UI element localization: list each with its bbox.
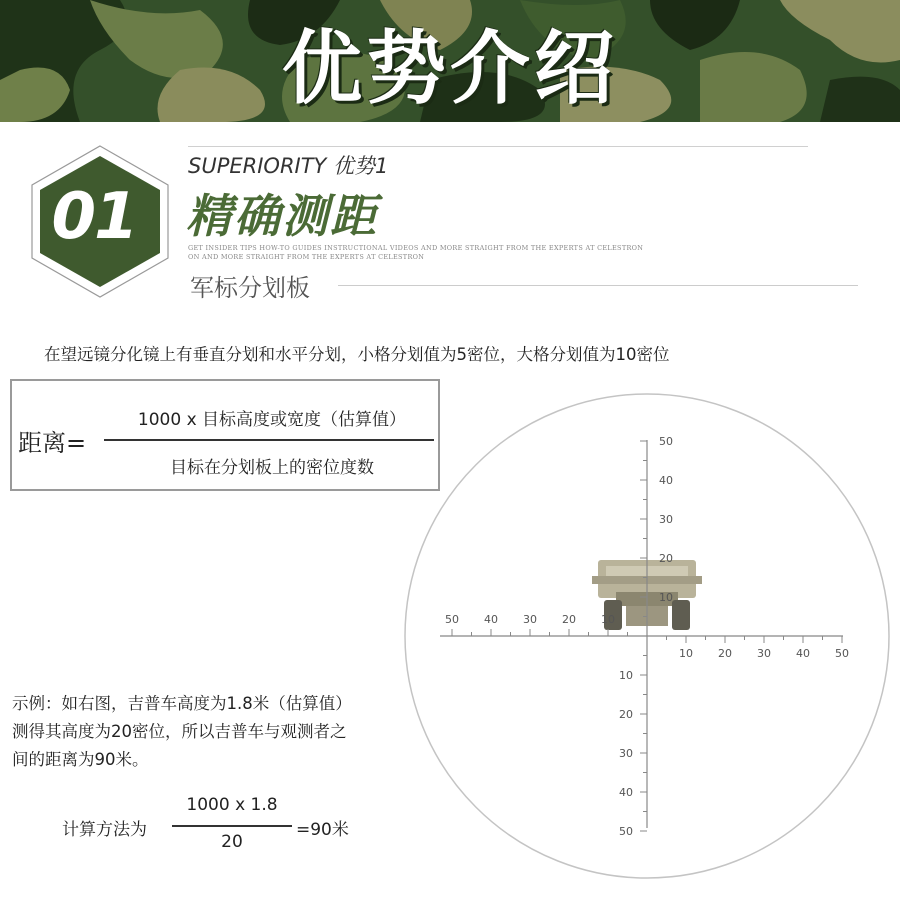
- banner-title: 优势介绍: [282, 21, 618, 115]
- reticle-label-left: 30: [523, 613, 537, 626]
- reticle-label-right: 40: [796, 647, 810, 660]
- formula-numerator: 1000 x 目标高度或宽度（估算值）: [137, 410, 407, 430]
- calc-label: 计算方法为: [62, 820, 147, 840]
- reticle-label-down: 30: [619, 747, 633, 760]
- example-line-3: 间的距离为90米。: [12, 750, 149, 769]
- calc-fraction-bar: [172, 825, 292, 827]
- calc-numerator: 1000 x 1.8: [186, 795, 278, 815]
- range-formula-box: [10, 379, 440, 491]
- reticle-label-left: 10: [601, 613, 615, 626]
- reticle-label-down: 40: [619, 786, 633, 799]
- reticle-label-right: 50: [835, 647, 849, 660]
- intro-text: 在望远镜分化镜上有垂直分划和水平分划，小格分划值为5密位，大格分划值为10密位: [44, 345, 670, 364]
- reticle-label-left: 50: [445, 613, 459, 626]
- section-title: 精确测距: [186, 189, 378, 243]
- example-line-1: 示例：如右图，吉普车高度为1.8米（估算值）: [12, 694, 352, 713]
- calc-result: =90米: [296, 820, 349, 840]
- reticle-label-up: 10: [659, 591, 673, 604]
- calc-denominator: 20: [221, 832, 243, 852]
- formula-fraction-bar: [104, 439, 434, 441]
- section-number: 01: [51, 180, 137, 254]
- section-subtitle: 军标分划板: [190, 274, 310, 302]
- formula-label: 距离=: [18, 429, 87, 457]
- reticle-label-up: 30: [659, 513, 673, 526]
- reticle-label-down: 10: [619, 669, 633, 682]
- example-line-2: 测得其高度为20密位，所以吉普车与观测者之: [12, 722, 347, 741]
- reticle-label-right: 10: [679, 647, 693, 660]
- formula-denominator: 目标在分划板上的密位度数: [170, 458, 374, 478]
- superiority-label: SUPERIORITY 优势1: [188, 154, 389, 178]
- reticle-label-left: 40: [484, 613, 498, 626]
- fine-print-line-2: ON AND MORE STRAIGHT FROM THE EXPERTS AT CELESTRON: [188, 253, 425, 261]
- reticle-label-up: 50: [659, 435, 673, 448]
- fine-print-line-1: GET INSIDER TIPS HOW-TO GUIDES INSTRUCTIONAL VIDEOS AND MORE STRAIGHT FROM THE EXPERTS AT CELESTRON: [188, 244, 644, 252]
- reticle-label-right: 20: [718, 647, 732, 660]
- reticle-label-up: 40: [659, 474, 673, 487]
- reticle-label-right: 30: [757, 647, 771, 660]
- reticle-label-down: 50: [619, 825, 633, 838]
- reticle-label-up: 20: [659, 552, 673, 565]
- reticle-label-down: 20: [619, 708, 633, 721]
- reticle-label-left: 20: [562, 613, 576, 626]
